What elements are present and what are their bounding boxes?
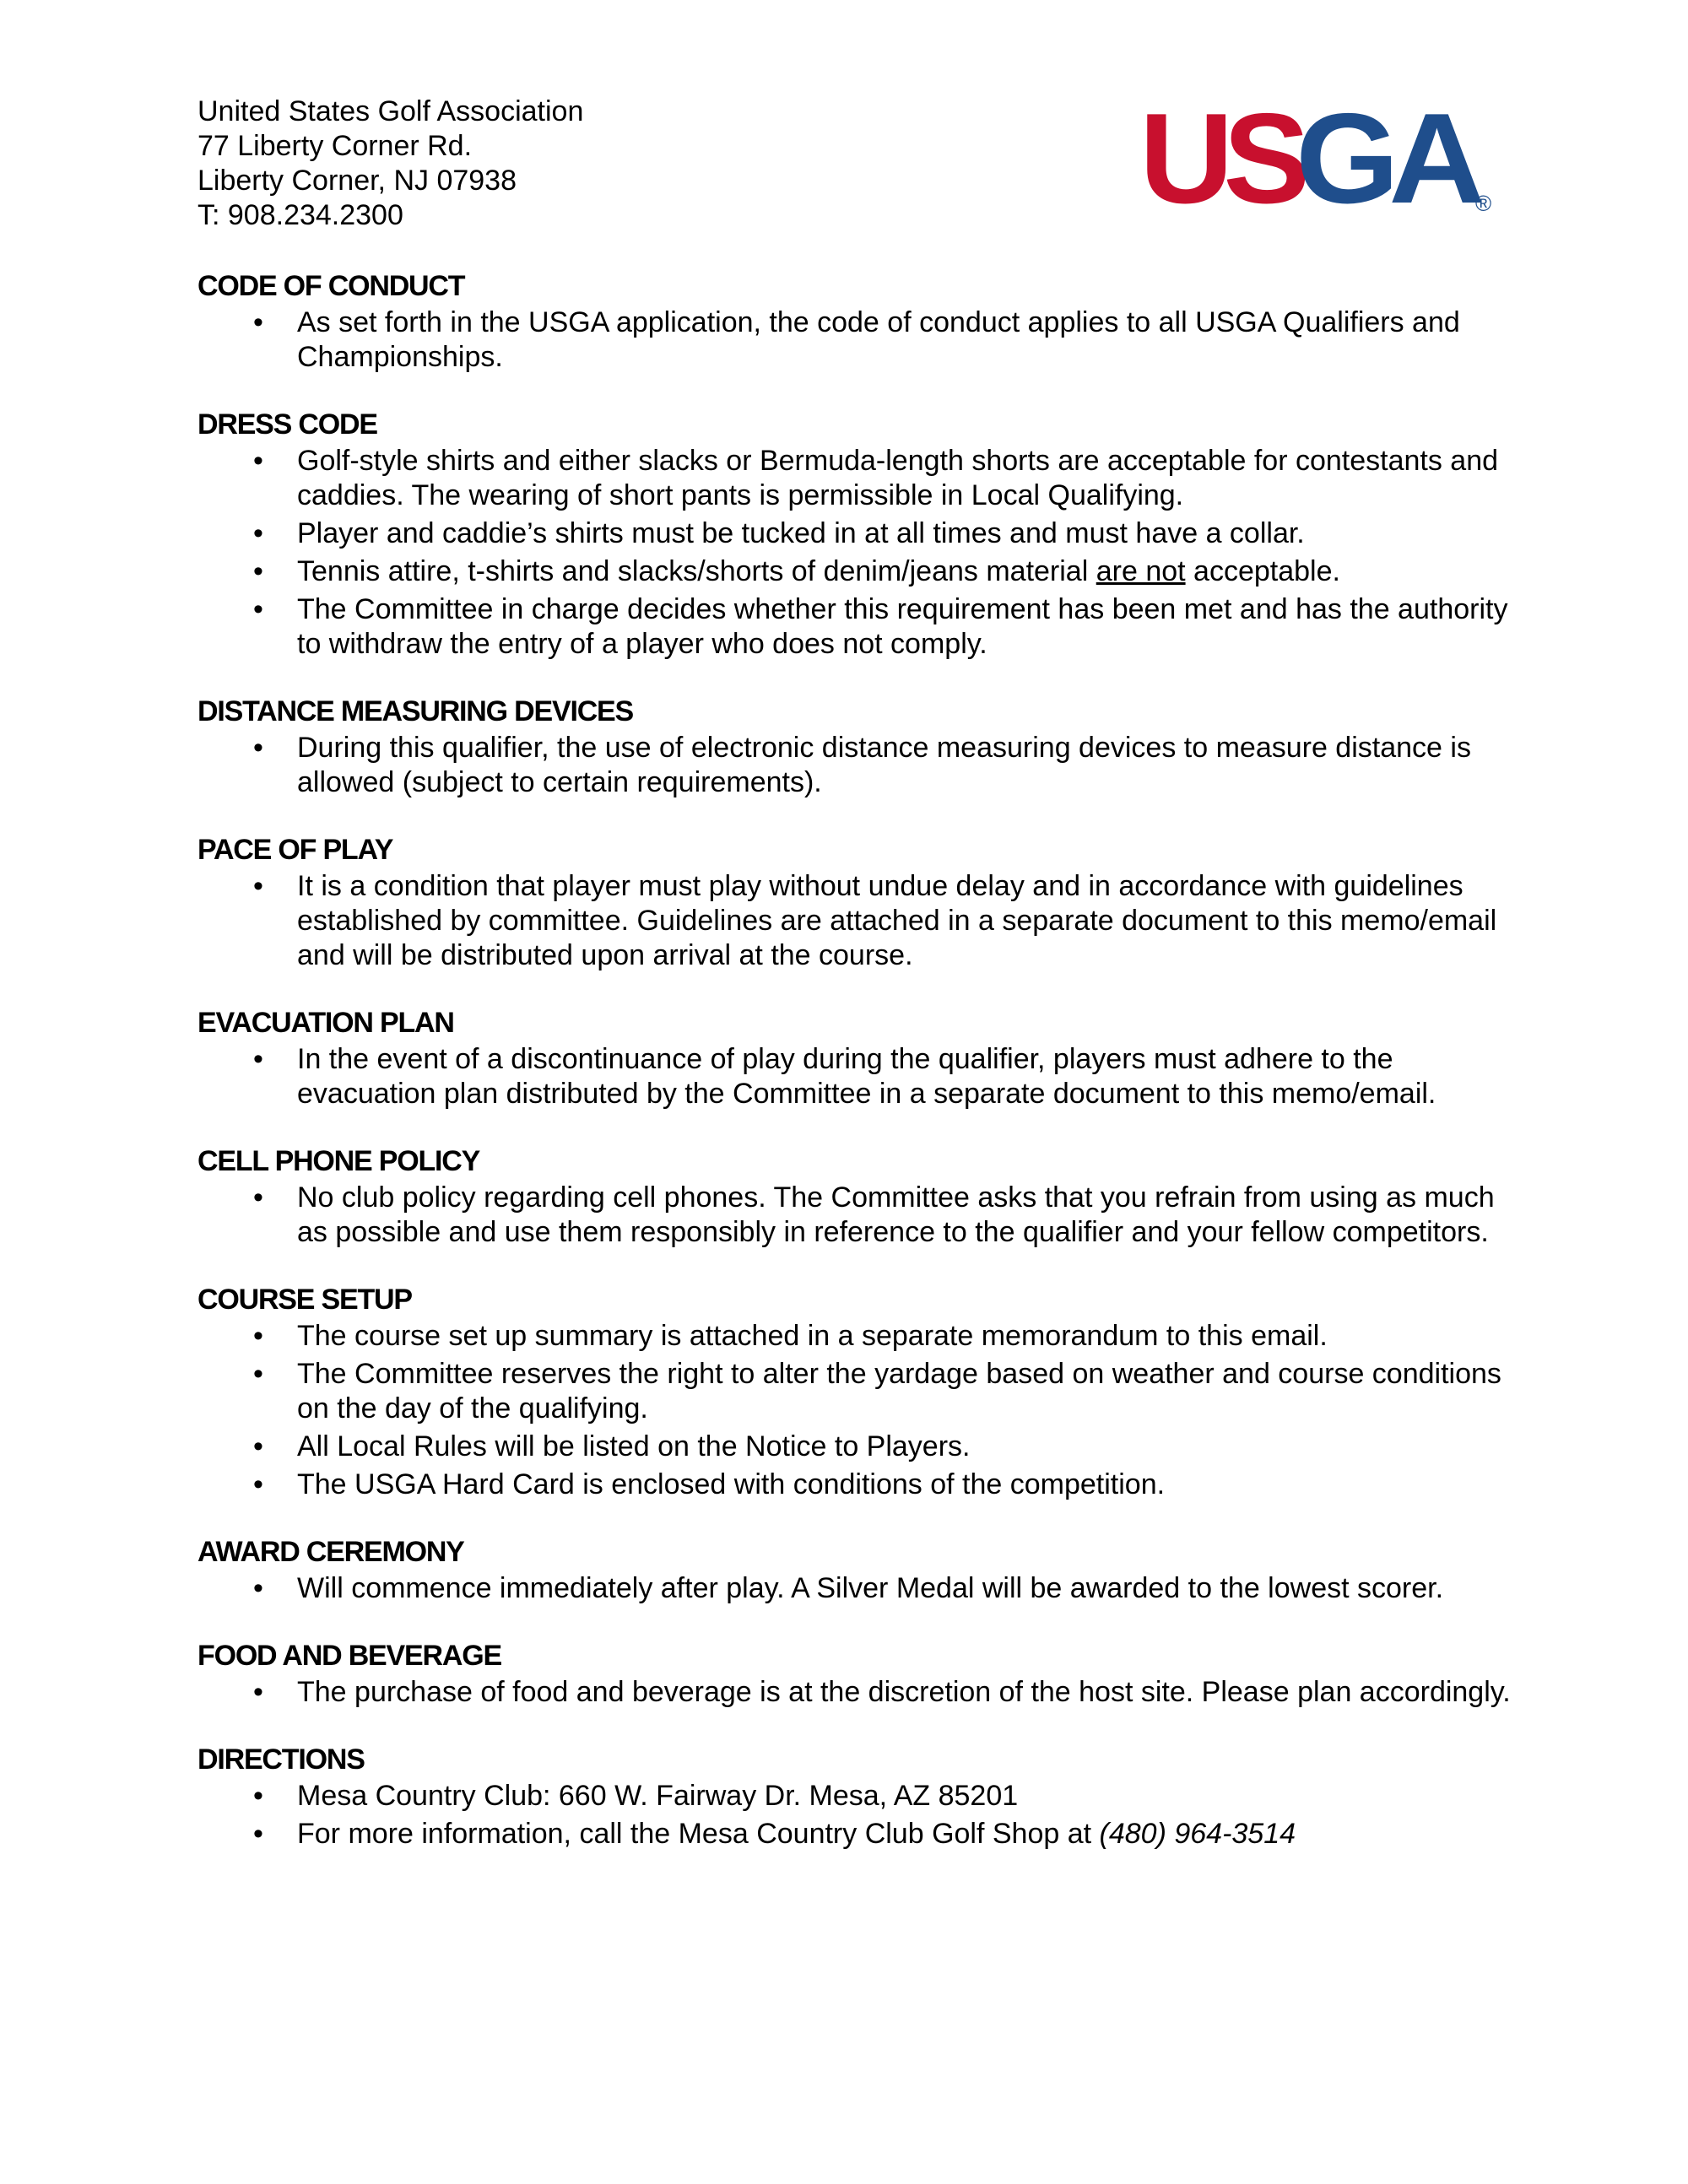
bullet-list [197,1779,1514,1852]
list-item-text: The purchase of food and beverage is at the discretion of the host site. Please plan accordingly. [297,1676,1511,1708]
bullet: • [253,870,263,902]
bullet-list [197,444,1514,662]
section-heading: CODE OF CONDUCT [197,270,465,302]
bullet-list [197,305,1514,375]
logo-us-text [1139,100,1306,218]
bullet: • [253,732,263,764]
bullet: • [253,1468,263,1500]
golf-shop-phone: (480) 964-3514 [1099,1818,1296,1850]
bullet-list [197,1319,1514,1502]
section-cell-phone-policy [197,1143,1514,1250]
bullet: • [253,306,263,338]
list-item-text: The USGA Hard Card is enclosed with conditions of the competition. [297,1468,1166,1500]
org-city: Liberty Corner, NJ 07938 [197,165,517,197]
bullet: • [253,1430,263,1462]
section-pace-of-play [197,832,1514,973]
section-heading: COURSE SETUP [197,1284,412,1316]
list-item-text: Will commence immediately after play. A Silver Medal will be awarded to the lowest scorer. [297,1572,1444,1604]
bullet: • [253,1358,263,1390]
bullet: • [253,555,263,587]
list-item-text: Golf-style shirts and either slacks or Bermuda-length shorts are acceptable for contestants and caddies. The wearing of short pants is permissible in Local Qualifying. [297,445,1499,511]
bullet: • [253,517,263,549]
registered-symbol: ® [1475,191,1492,216]
logo-us-letters: US [1139,100,1306,218]
list-item [197,1319,1514,1354]
list-item [197,1181,1514,1250]
section-heading: AWARD CEREMONY [197,1536,464,1568]
org-address-block [197,95,583,233]
list-item-text: The Committee in charge decides whether this requirement has been met and has the authority to withdraw the entry of a player who does not comply. [297,593,1508,660]
org-phone: T: 908.234.2300 [197,199,403,231]
list-item [197,305,1514,375]
bullet: • [253,1780,263,1812]
bullet: • [253,593,263,625]
list-item [197,731,1514,800]
list-item-text-before: Tennis attire, t-shirts and slacks/shorts of denim/jeans material [297,555,1096,587]
list-item [197,592,1514,662]
list-item [197,1357,1514,1426]
list-item [197,444,1514,513]
section-heading: FOOD AND BEVERAGE [197,1640,501,1672]
list-item [197,1675,1514,1710]
bullet: • [253,1572,263,1604]
list-item [197,1430,1514,1464]
section-heading: DRESS CODE [197,408,377,441]
bullet: • [253,1043,263,1075]
list-item-text: Player and caddie’s shirts must be tucked in at all times and must have a collar. [297,517,1305,549]
list-item [197,1817,1514,1852]
club-address: Mesa Country Club: 660 W. Fairway Dr. Mesa, AZ 85201 [297,1780,1019,1812]
logo-ga-text [1296,100,1482,218]
org-street: 77 Liberty Corner Rd. [197,130,473,162]
bullet-list [197,1571,1514,1606]
list-item-text: As set forth in the USGA application, the code of conduct applies to all USGA Qualifiers and Championships. [297,306,1460,373]
list-item [197,1468,1514,1502]
section-heading: CELL PHONE POLICY [197,1145,480,1177]
org-name: United States Golf Association [197,95,584,127]
section-heading: DISTANCE MEASURING DEVICES [197,695,634,727]
document-body [197,268,1514,1884]
section-heading: PACE OF PLAY [197,834,393,866]
list-item-text: In the event of a discontinuance of play during the qualifier, players must adhere to the evacuation plan distributed by the Committee in a separate document to this memo/email. [297,1043,1436,1110]
list-item [197,1571,1514,1606]
bullet: • [253,1818,263,1850]
section-directions [197,1742,1514,1852]
section-evacuation-plan [197,1005,1514,1111]
section-code-of-conduct [197,268,1514,375]
list-item-text-after: acceptable. [1185,555,1340,587]
bullet: • [253,445,263,477]
bullet-list [197,869,1514,973]
logo-ga-letters: GA [1296,100,1482,218]
section-heading: EVACUATION PLAN [197,1007,454,1039]
list-item-text: For more information, call the Mesa Country Club Golf Shop at [297,1818,1100,1850]
bullet-list [197,1675,1514,1710]
bullet-list [197,1181,1514,1250]
bullet: • [253,1320,263,1352]
section-heading: DIRECTIONS [197,1743,365,1776]
list-item-text: The Committee reserves the right to alter the yardage based on weather and course conditions on the day of the qualifying. [297,1358,1501,1424]
registered-mark [1475,191,1491,216]
underlined-emphasis: are not [1096,555,1186,587]
list-item-text: It is a condition that player must play without undue delay and in accordance with guidelines established by committee. Guidelines are attached in a separate document to this memo/email and will be distributed upon arrival at the course. [297,870,1497,971]
bullet-list [197,1042,1514,1111]
list-item-text: No club policy regarding cell phones. The Committee asks that you refrain from using as much as possible and use them responsibly in reference to the qualifier and your fellow competitors. [297,1181,1495,1248]
list-item [197,1779,1514,1814]
section-course-setup [197,1282,1514,1502]
section-dress-code [197,407,1514,662]
usga-logo [1139,100,1494,218]
list-item [197,554,1514,589]
section-distance-measuring-devices [197,694,1514,800]
list-item [197,869,1514,973]
bullet: • [253,1676,263,1708]
list-item-text: All Local Rules will be listed on the Notice to Players. [297,1430,971,1462]
list-item [197,1042,1514,1111]
bullet-list [197,731,1514,800]
list-item-text: During this qualifier, the use of electronic distance measuring devices to measure distance is allowed (subject to certain requirements). [297,732,1471,798]
section-food-and-beverage [197,1638,1514,1710]
section-award-ceremony [197,1534,1514,1606]
bullet: • [253,1181,263,1214]
list-item [197,516,1514,551]
list-item-text: The course set up summary is attached in a separate memorandum to this email. [297,1320,1328,1352]
